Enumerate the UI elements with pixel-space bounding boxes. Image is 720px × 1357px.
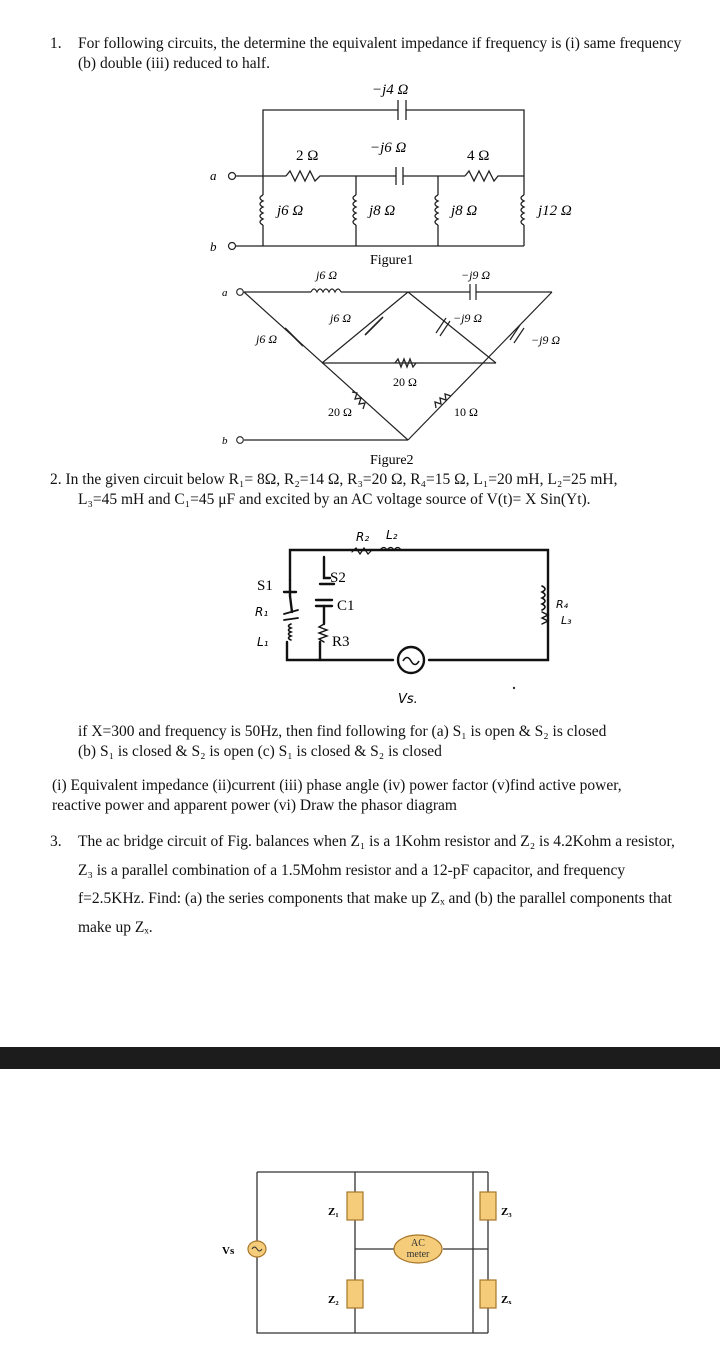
fig2-label-l-mid: j6 Ω bbox=[330, 311, 352, 325]
fig2-label-l-top: j6 Ω bbox=[316, 268, 338, 282]
hand-label-l2: L₂ bbox=[386, 528, 398, 542]
label-s1: S1 bbox=[257, 578, 273, 594]
tasks-line-1: (i) Equivalent impedance (ii)current (iii) phase angle (iv) power factor (v)find active power, bbox=[52, 777, 622, 794]
source-label: Vs bbox=[222, 1245, 235, 1257]
node-b-label: b bbox=[210, 239, 217, 254]
fig1-label-r2: 4 Ω bbox=[467, 148, 490, 164]
question-1-number: 1. bbox=[50, 35, 62, 52]
fig2-label-r-bl: 20 Ω bbox=[328, 405, 352, 419]
fig1-label-l3: j8 Ω bbox=[451, 203, 478, 219]
condition-line-1: if X=300 and frequency is 50Hz, then find following for (a) S₁ is open & S₂ is closed bbox=[78, 723, 607, 740]
fig2-label-l-left: j6 Ω bbox=[256, 332, 278, 346]
fig2-node-a: a bbox=[222, 287, 228, 299]
terminal-b-2 bbox=[237, 437, 244, 444]
hand-label-vs: Vs. bbox=[398, 692, 418, 707]
z3-label: Z₃ bbox=[501, 1206, 512, 1218]
question-2-line-1: 2. In the given circuit below R₁= 8Ω, R₂=14 Ω, R₃=20 Ω, R₄=15 Ω, L₁=20 mH, L₂=25 mH, bbox=[50, 471, 618, 488]
question-3 bbox=[50, 828, 690, 942]
zx-box bbox=[480, 1280, 496, 1308]
z1-box bbox=[347, 1192, 363, 1220]
question-2-line-2: L₃=45 mH and C₁=45 μF and excited by an AC voltage source of V(t)= X Sin(Yt). bbox=[78, 491, 591, 508]
hand-label-r4: R₄ bbox=[556, 598, 569, 611]
fig1-label-r1: 2 Ω bbox=[296, 148, 319, 164]
fig2-label-r-mid: 20 Ω bbox=[393, 375, 417, 389]
fig1-label-l2: j8 Ω bbox=[369, 203, 396, 219]
fig2-label-r-br: 10 Ω bbox=[454, 405, 478, 419]
label-s2: S2 bbox=[330, 570, 346, 586]
z3-box bbox=[480, 1192, 496, 1220]
question-3-number: 3. bbox=[50, 833, 62, 850]
node-a-label: a bbox=[210, 168, 217, 183]
question-2-conditions bbox=[78, 722, 698, 762]
fig2-label-c-top: −j9 Ω bbox=[461, 268, 491, 282]
question-2 bbox=[50, 470, 710, 510]
stray-dot bbox=[513, 687, 515, 689]
figure-2-caption: Figure2 bbox=[370, 453, 414, 468]
condition-line-2: (b) S₁ is closed & S₂ is open (c) S₁ is closed & S₂ is closed bbox=[78, 743, 442, 760]
fig1-label-l4: j12 Ω bbox=[538, 203, 572, 219]
circuit-2-diagram bbox=[0, 520, 720, 720]
fig2-label-c-right: −j9 Ω bbox=[531, 333, 561, 347]
terminal-b-1 bbox=[229, 243, 236, 250]
z1-label: Z₁ bbox=[328, 1206, 339, 1218]
hand-label-r2: R₂ bbox=[356, 530, 370, 544]
hand-label-l1: L₁ bbox=[257, 635, 269, 649]
figure-1-diagram bbox=[0, 0, 720, 470]
terminal-a-2 bbox=[237, 289, 244, 296]
bridge-circuit-diagram bbox=[0, 1160, 720, 1357]
z2-box bbox=[347, 1280, 363, 1308]
fig1-label-c-top: −j4 Ω bbox=[372, 82, 409, 98]
figure-1-caption: Figure1 bbox=[370, 253, 414, 268]
label-r3: R3 bbox=[332, 634, 350, 650]
question-1-text: For following circuits, the determine the equivalent impedance if frequency is (i) same frequency (b) double (iii) reduced to half. bbox=[78, 35, 682, 72]
meter-label-1: AC bbox=[411, 1238, 425, 1249]
fig2-label-c-mid: −j9 Ω bbox=[453, 311, 483, 325]
fig1-label-c-mid: −j6 Ω bbox=[370, 140, 407, 156]
z2-label: Z₂ bbox=[328, 1294, 339, 1306]
hand-label-r1: R₁ bbox=[255, 605, 269, 619]
question-2-tasks bbox=[52, 776, 702, 816]
separator-band bbox=[0, 1047, 720, 1069]
terminal-a-1 bbox=[229, 173, 236, 180]
zx-label: Zₓ bbox=[501, 1294, 512, 1306]
fig2-node-b: b bbox=[222, 435, 228, 447]
label-c1: C1 bbox=[337, 598, 355, 614]
tasks-line-2: reactive power and apparent power (vi) Draw the phasor diagram bbox=[52, 797, 457, 814]
meter-label-2: meter bbox=[406, 1249, 430, 1260]
hand-label-l3: L₃ bbox=[561, 614, 572, 627]
question-3-text: The ac bridge circuit of Fig. balances when Z₁ is a 1Kohm resistor and Z₂ is 4.2Kohm a resistor, Z₃ is a parallel combination of a 1.5Mohm resistor and a 12-pF capacitor, and frequency f=2.5KHz. Find: (a) the series components that make up Zₓ and (b) the parallel components that make up Zₓ. bbox=[78, 833, 675, 936]
fig1-label-l1: j6 Ω bbox=[277, 203, 304, 219]
